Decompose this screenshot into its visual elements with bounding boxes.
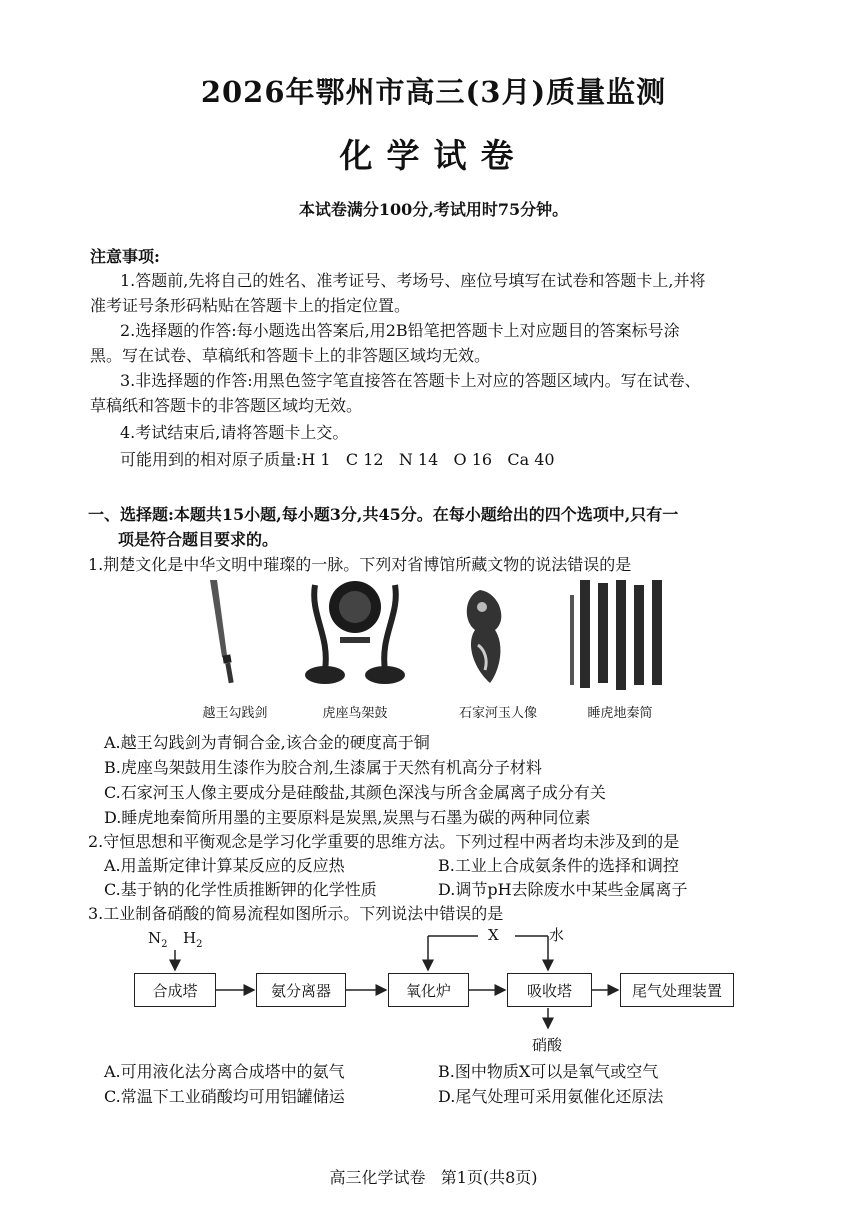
- caption-sword: 越王勾践剑: [202, 706, 268, 721]
- artifact-images: [190, 575, 710, 695]
- q1-option-a: A.越王勾践剑为青铜合金,该合金的硬度高于铜: [104, 733, 430, 752]
- absorption-tower-label: 吸收塔: [526, 981, 572, 1000]
- section-1-heading-line-2: 项是符合题目要求的。: [118, 530, 279, 549]
- synthesis-tower-box: [134, 973, 216, 1007]
- exam-info: 本试卷满分100分,考试用时75分钟。: [298, 200, 569, 219]
- q2-option-a: A.用盖斯定律计算某反应的反应热: [104, 856, 345, 875]
- q2-option-b: B.工业上合成氨条件的选择和调控: [438, 856, 679, 875]
- absorption-tower-box: [507, 973, 592, 1007]
- ammonia-separator-box: [256, 973, 346, 1007]
- oxidizer-box: [388, 973, 469, 1007]
- tail-gas-label: 尾气处理装置: [631, 981, 722, 1000]
- x-label: X: [488, 926, 499, 944]
- notice-item-3-line-2: 草稿纸和答题卡的非答题区域均无效。: [90, 396, 363, 415]
- q2-option-d: D.调节pH去除废水中某些金属离子: [438, 880, 688, 899]
- q1-option-d: D.睡虎地秦简所用墨的主要原料是炭黑,炭黑与石墨为碳的两种同位素: [104, 808, 591, 827]
- section-1-heading-line-1: 一、选择题:本题共15小题,每小题3分,共45分。在每小题给出的四个选项中,只有一: [88, 505, 679, 524]
- bamboo-slips-image: [570, 580, 662, 690]
- q1-stem: 1.荆楚文化是中华文明中璀璨的一脉。下列对省博馆所藏文物的说法错误的是: [88, 555, 632, 574]
- notice-item-1-line-1: 1.答题前,先将自己的姓名、准考证号、考场号、座位号填写在试卷和答题卡上,并将: [120, 271, 706, 290]
- q3-option-b: B.图中物质X可以是氧气或空气: [438, 1062, 659, 1081]
- notice-item-3-line-1: 3.非选择题的作答:用黑色签字笔直接答在答题卡上对应的答题区域内。写在试卷、: [120, 371, 701, 390]
- q2-stem: 2.守恒思想和平衡观念是学习化学重要的思维方法。下列过程中两者均未涉及到的是: [88, 832, 680, 851]
- notice-heading: 注意事项:: [90, 247, 160, 266]
- sword-image: [210, 580, 234, 683]
- q3-option-d: D.尾气处理可采用氨催化还原法: [438, 1087, 664, 1106]
- caption-jade-figure: 石家河玉人像: [458, 706, 537, 721]
- n2-label: $N_2$: [148, 929, 168, 950]
- drum-image: [305, 581, 405, 684]
- q3-stem: 3.工业制备硝酸的简易流程如图所示。下列说法中错误的是: [88, 904, 504, 923]
- notice-item-4: 4.考试结束后,请将答题卡上交。: [120, 423, 349, 442]
- synthesis-tower-label: 合成塔: [152, 981, 198, 1000]
- notice-item-2-line-2: 黑。写在试卷、草稿纸和答题卡上的非答题区域均无效。: [90, 346, 491, 365]
- water-label: 水: [549, 926, 565, 944]
- caption-bamboo-slips: 睡虎地秦简: [587, 706, 653, 721]
- notice-item-2-line-1: 2.选择题的作答:每小题选出答案后,用2B铅笔把答题卡上对应题目的答案标号涂: [120, 321, 680, 340]
- q2-option-c: C.基于钠的化学性质推断钾的化学性质: [104, 880, 377, 899]
- nitric-acid-label: 硝酸: [532, 1036, 563, 1054]
- ammonia-separator-label: 氨分离器: [270, 981, 331, 1000]
- h2-label: $H_2$: [183, 929, 203, 950]
- subject-title: 化学试卷: [339, 136, 528, 175]
- q3-option-c: C.常温下工业硝酸均可用铝罐储运: [104, 1087, 345, 1106]
- q1-option-c: C.石家河玉人像主要成分是硅酸盐,其颜色深浅与所含金属离子成分有关: [104, 783, 606, 802]
- q3-option-a: A.可用液化法分离合成塔中的氨气: [104, 1062, 345, 1081]
- page-footer: 高三化学试卷 第1页(共8页): [329, 1168, 538, 1187]
- q1-option-b: B.虎座鸟架鼓用生漆作为胶合剂,生漆属于天然有机高分子材料: [104, 758, 542, 777]
- exam-title: 2026年鄂州市高三(3月)质量监测: [200, 75, 667, 109]
- oxidizer-label: 氧化炉: [405, 981, 451, 1000]
- caption-drum: 虎座鸟架鼓: [322, 706, 388, 721]
- jade-figure-image: [467, 590, 502, 683]
- atomic-mass-line: 可能用到的相对原子质量:H 1 C 12 N 14 O 16 Ca 40: [120, 450, 555, 469]
- tail-gas-box: [620, 973, 734, 1007]
- notice-item-1-line-2: 准考证号条形码粘贴在答题卡上的指定位置。: [90, 296, 411, 315]
